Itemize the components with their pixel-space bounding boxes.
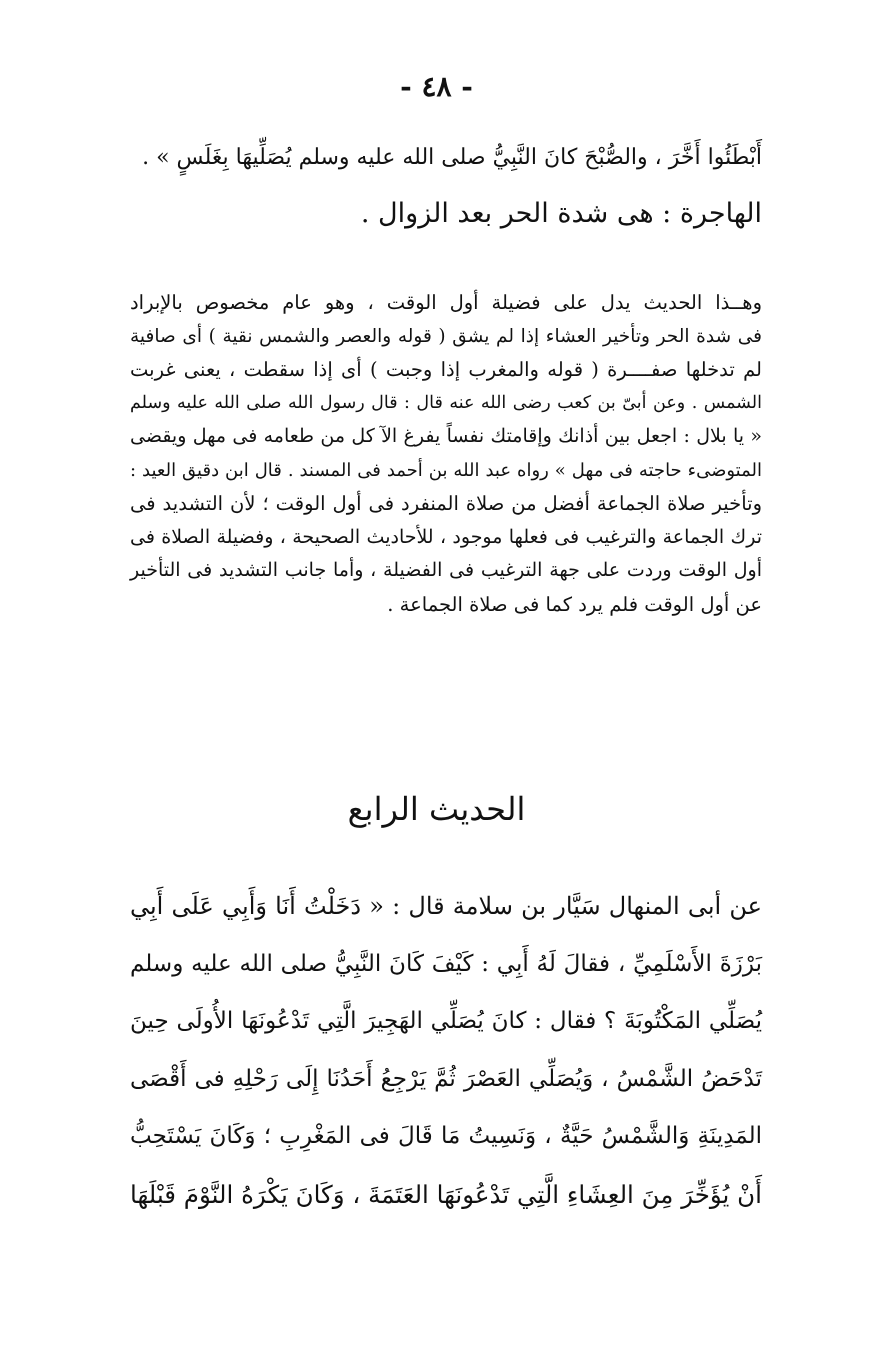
commentary-paragraph (130, 286, 762, 621)
hadith-line: تَدْحَضُ الشَّمْسُ ، وَيُصَلِّي العَصْرَ ثُمَّ يَرْجِعُ أَحَدُنَا إِلَى رَحْلِهِ فى أَقْصَى (130, 1065, 762, 1092)
commentary-line: « يا بلال : اجعل بين أذانك وإقامتك نفساً يفرغ الآ كل من طعامه فى مهل ويقضى (130, 425, 762, 447)
hadith-line: أَنْ يُؤَخِّرَ مِنَ العِشَاءِ الَّتِي تَدْعُونَهَا العَتَمَةَ ، وَكَانَ يَكْرَهُ النَّوْمَ قَبْلَهَا (130, 1179, 762, 1209)
hadith-line: المَدِينَةِ وَالشَّمْسُ حَيَّةٌ ، وَنَسِيتُ مَا قَالَ فى المَغْرِبِ ؛ وَكَانَ يَسْتَحِبُّ (130, 1123, 762, 1149)
page-number: - ٤٨ - (400, 70, 473, 103)
section-heading: الحديث الرابع (347, 790, 526, 828)
definition-line: الهاجرة : هى شدة الحر بعد الزوال . (360, 198, 762, 229)
commentary-line: المتوضىء حاجته فى مهل » رواه عبد الله بن أحمد فى المسند . قال ابن دقيق العيد : (130, 459, 762, 481)
hadith-line: عن أبى المنهال سَيَّار بن سلامة قال : « دَخَلْتُ أَنَا وَأَبِي عَلَى أَبِي (130, 892, 762, 920)
commentary-line: عن أول الوقت فلم يرد كما فى صلاة الجماعة . (387, 592, 762, 616)
commentary-line: وهــذا الحديث يدل على فضيلة أول الوقت ، وهو عام مخصوص بالإبراد (130, 291, 762, 314)
hadith-line: يُصَلِّي المَكْتُوبَةَ ؟ فقال : كانَ يُصَلِّي الهَجِيرَ الَّتِي تَدْعُونَهَا الأُولَى حِينَ (130, 1008, 762, 1034)
hadith-text (130, 878, 762, 1223)
commentary-line: لم تدخلها صفــــرة ( قوله والمغرب إذا وجبت ) أى إذا سقطت ، يعنى غربت (130, 358, 762, 381)
commentary-line: الشمس . وعن أبىّ بن كعب رضى الله عنه قال : قال رسول الله صلى الله عليه وسلم (130, 392, 762, 413)
hadith-continuation (130, 130, 762, 242)
hadith-text-line: أَبْطَئُوا أَخَّرَ ، والصُّبْحَ كانَ النَّبِيُّ صلى الله عليه وسلم يُصَلِّيهَا بِغَلَسٍ » . (142, 145, 762, 170)
commentary-line: ترك الجماعة والترغيب فى فعلها موجود ، للأحاديث الصحيحة ، وفضيلة الصلاة فى (130, 525, 762, 548)
commentary-line: وتأخير صلاة الجماعة أفضل من صلاة المنفرد فى أول الوقت ؛ لأن التشديد فى (130, 492, 762, 515)
hadith-line: بَرْزَةَ الأَسْلَمِيِّ ، فقالَ لَهُ أَبِي : كَيْفَ كَانَ النَّبِيُّ صلى الله عليه وسلم (130, 950, 762, 977)
commentary-line: فى شدة الحر وتأخير العشاء إذا لم يشق ( قوله والعصر والشمس نقية ) أى صافية (130, 325, 762, 347)
commentary-line: أول الوقت وردت على جهة الترغيب فى الفضيلة ، وأما جانب التشديد فى التأخير (130, 559, 762, 581)
